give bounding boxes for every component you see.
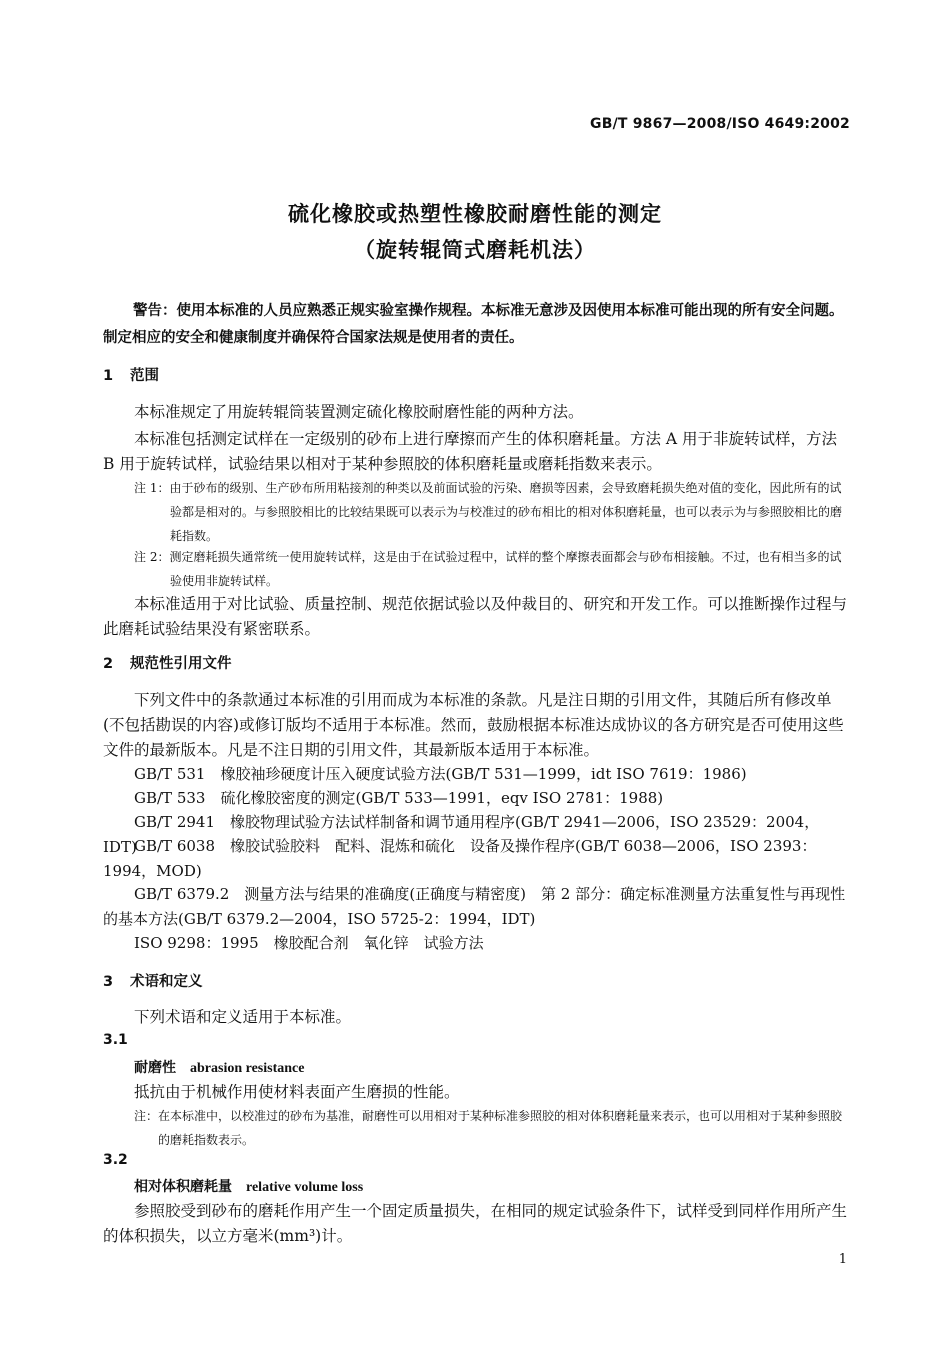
document-title: 硫化橡胶或热塑性橡胶耐磨性能的测定	[288, 202, 662, 226]
term-heading	[134, 1057, 304, 1077]
note-2	[134, 545, 852, 593]
warning-text: 警告：使用本标准的人员应熟悉正规实验室操作规程。本标准无意涉及因使用本标准可能出现的所有安全问题。制定相应的安全和健康制度并确保符合国家法规是使用者的责任。	[103, 303, 844, 346]
term-note-text: 注：在本标准中，以校准过的砂布为基准，耐磨性可以用相对于某种标准参照胶的相对体积磨耗量来表示，也可以用相对于某种参照胶的磨耗指数表示。	[134, 1109, 843, 1147]
section-3-paragraph-1: 下列术语和定义适用于本标准。	[134, 1008, 352, 1026]
term-definition: 参照胶受到砂布的磨耗作用产生一个固定质量损失，在相同的规定试验条件下，试样受到同样作用所产生的体积损失，以立方毫米(mm³)计。	[103, 1202, 848, 1245]
term-zh: 相对体积磨耗量	[134, 1179, 232, 1195]
term-definition: 抵抗由于机械作用使材料表面产生磨损的性能。	[134, 1083, 460, 1101]
reference-item: GB/T 6038 橡胶试验胶料 配料、混炼和硫化 设备及操作程序(GB/T 6038—2006，ISO 2393：1994，MOD)	[103, 837, 817, 880]
section-number: 1	[103, 368, 114, 384]
section-title: 范围	[130, 368, 159, 384]
section-number: 3	[103, 974, 114, 990]
reference-item: GB/T 533 硫化橡胶密度的测定(GB/T 533—1991，eqv ISO 2781：1988)	[134, 789, 664, 807]
term-heading	[134, 1176, 363, 1196]
section-3-heading	[103, 970, 203, 991]
reference-item: GB/T 6379.2 测量方法与结果的准确度(正确度与精密度) 第 2 部分：确定标准测量方法重复性与再现性的基本方法(GB/T 6379.2—2004，ISO 5725-2：1994，IDT)	[103, 885, 846, 928]
note-2-text: 注 2：测定磨耗损失通常统一使用旋转试样，这是由于在试验过程中，试样的整个摩擦表面都会与砂布相接触。不过，也有相当多的试验使用非旋转试样。	[134, 550, 842, 588]
standard-number: GB/T 9867—2008/ISO 4649:2002	[590, 116, 850, 132]
section-title: 术语和定义	[130, 974, 203, 990]
term-zh: 耐磨性	[134, 1060, 176, 1076]
note-1-text: 注 1：由于砂布的级别、生产砂布所用粘接剂的种类以及前面试验的污染、磨损等因素，会导致磨耗损失绝对值的变化，因此所有的试验都是相对的。与参照胶相比的比较结果既可以表示为与校准过的砂布相比的相对体积磨耗量，也可以表示为与参照胶相比的磨耗指数。	[134, 481, 843, 543]
section-1-heading	[103, 364, 159, 385]
section-1-paragraph-3: 本标准适用于对比试验、质量控制、规范依据试验以及仲裁目的、研究和开发工作。可以推断操作过程与此磨耗试验结果没有紧密联系。	[103, 595, 848, 638]
document-subtitle: （旋转辊筒式磨耗机法）	[354, 238, 596, 262]
section-1-paragraph-1: 本标准规定了用旋转辊筒装置测定硫化橡胶耐磨性能的两种方法。	[134, 403, 584, 421]
term-en: relative volume loss	[246, 1180, 364, 1195]
reference-item: ISO 9298：1995 橡胶配合剂 氧化锌 试验方法	[134, 934, 484, 952]
section-2-paragraph-1: 下列文件中的条款通过本标准的引用而成为本标准的条款。凡是注日期的引用文件，其随后所有修改单(不包括勘误的内容)或修订版均不适用于本标准。然而，鼓励根据本标准达成协议的各方研究是否可使用这些文件的最新版本。凡是不注日期的引用文件，其最新版本适用于本标准。	[103, 691, 844, 759]
section-title: 规范性引用文件	[130, 656, 232, 672]
term-number: 3.2	[103, 1152, 128, 1168]
section-number: 2	[103, 656, 114, 672]
page-number: 1	[838, 1252, 847, 1267]
term-en: abrasion resistance	[190, 1061, 305, 1076]
section-1-paragraph-2: 本标准包括测定试样在一定级别的砂布上进行摩擦而产生的体积磨耗量。方法 A 用于非旋转试样，方法 B 用于旋转试样，试验结果以相对于某种参照胶的体积磨耗量或磨耗指数来表示。	[103, 430, 838, 473]
note-1	[134, 476, 852, 548]
term-note	[134, 1104, 852, 1152]
reference-item: GB/T 531 橡胶袖珍硬度计压入硬度试验方法(GB/T 531—1999，idt ISO 7619：1986)	[134, 765, 747, 783]
reference-item: GB/T 2941 橡胶物理试验方法试样制备和调节通用程序(GB/T 2941—2006，ISO 23529：2004，IDT)	[103, 813, 820, 856]
section-2-heading	[103, 652, 232, 673]
term-number: 3.1	[103, 1032, 128, 1048]
